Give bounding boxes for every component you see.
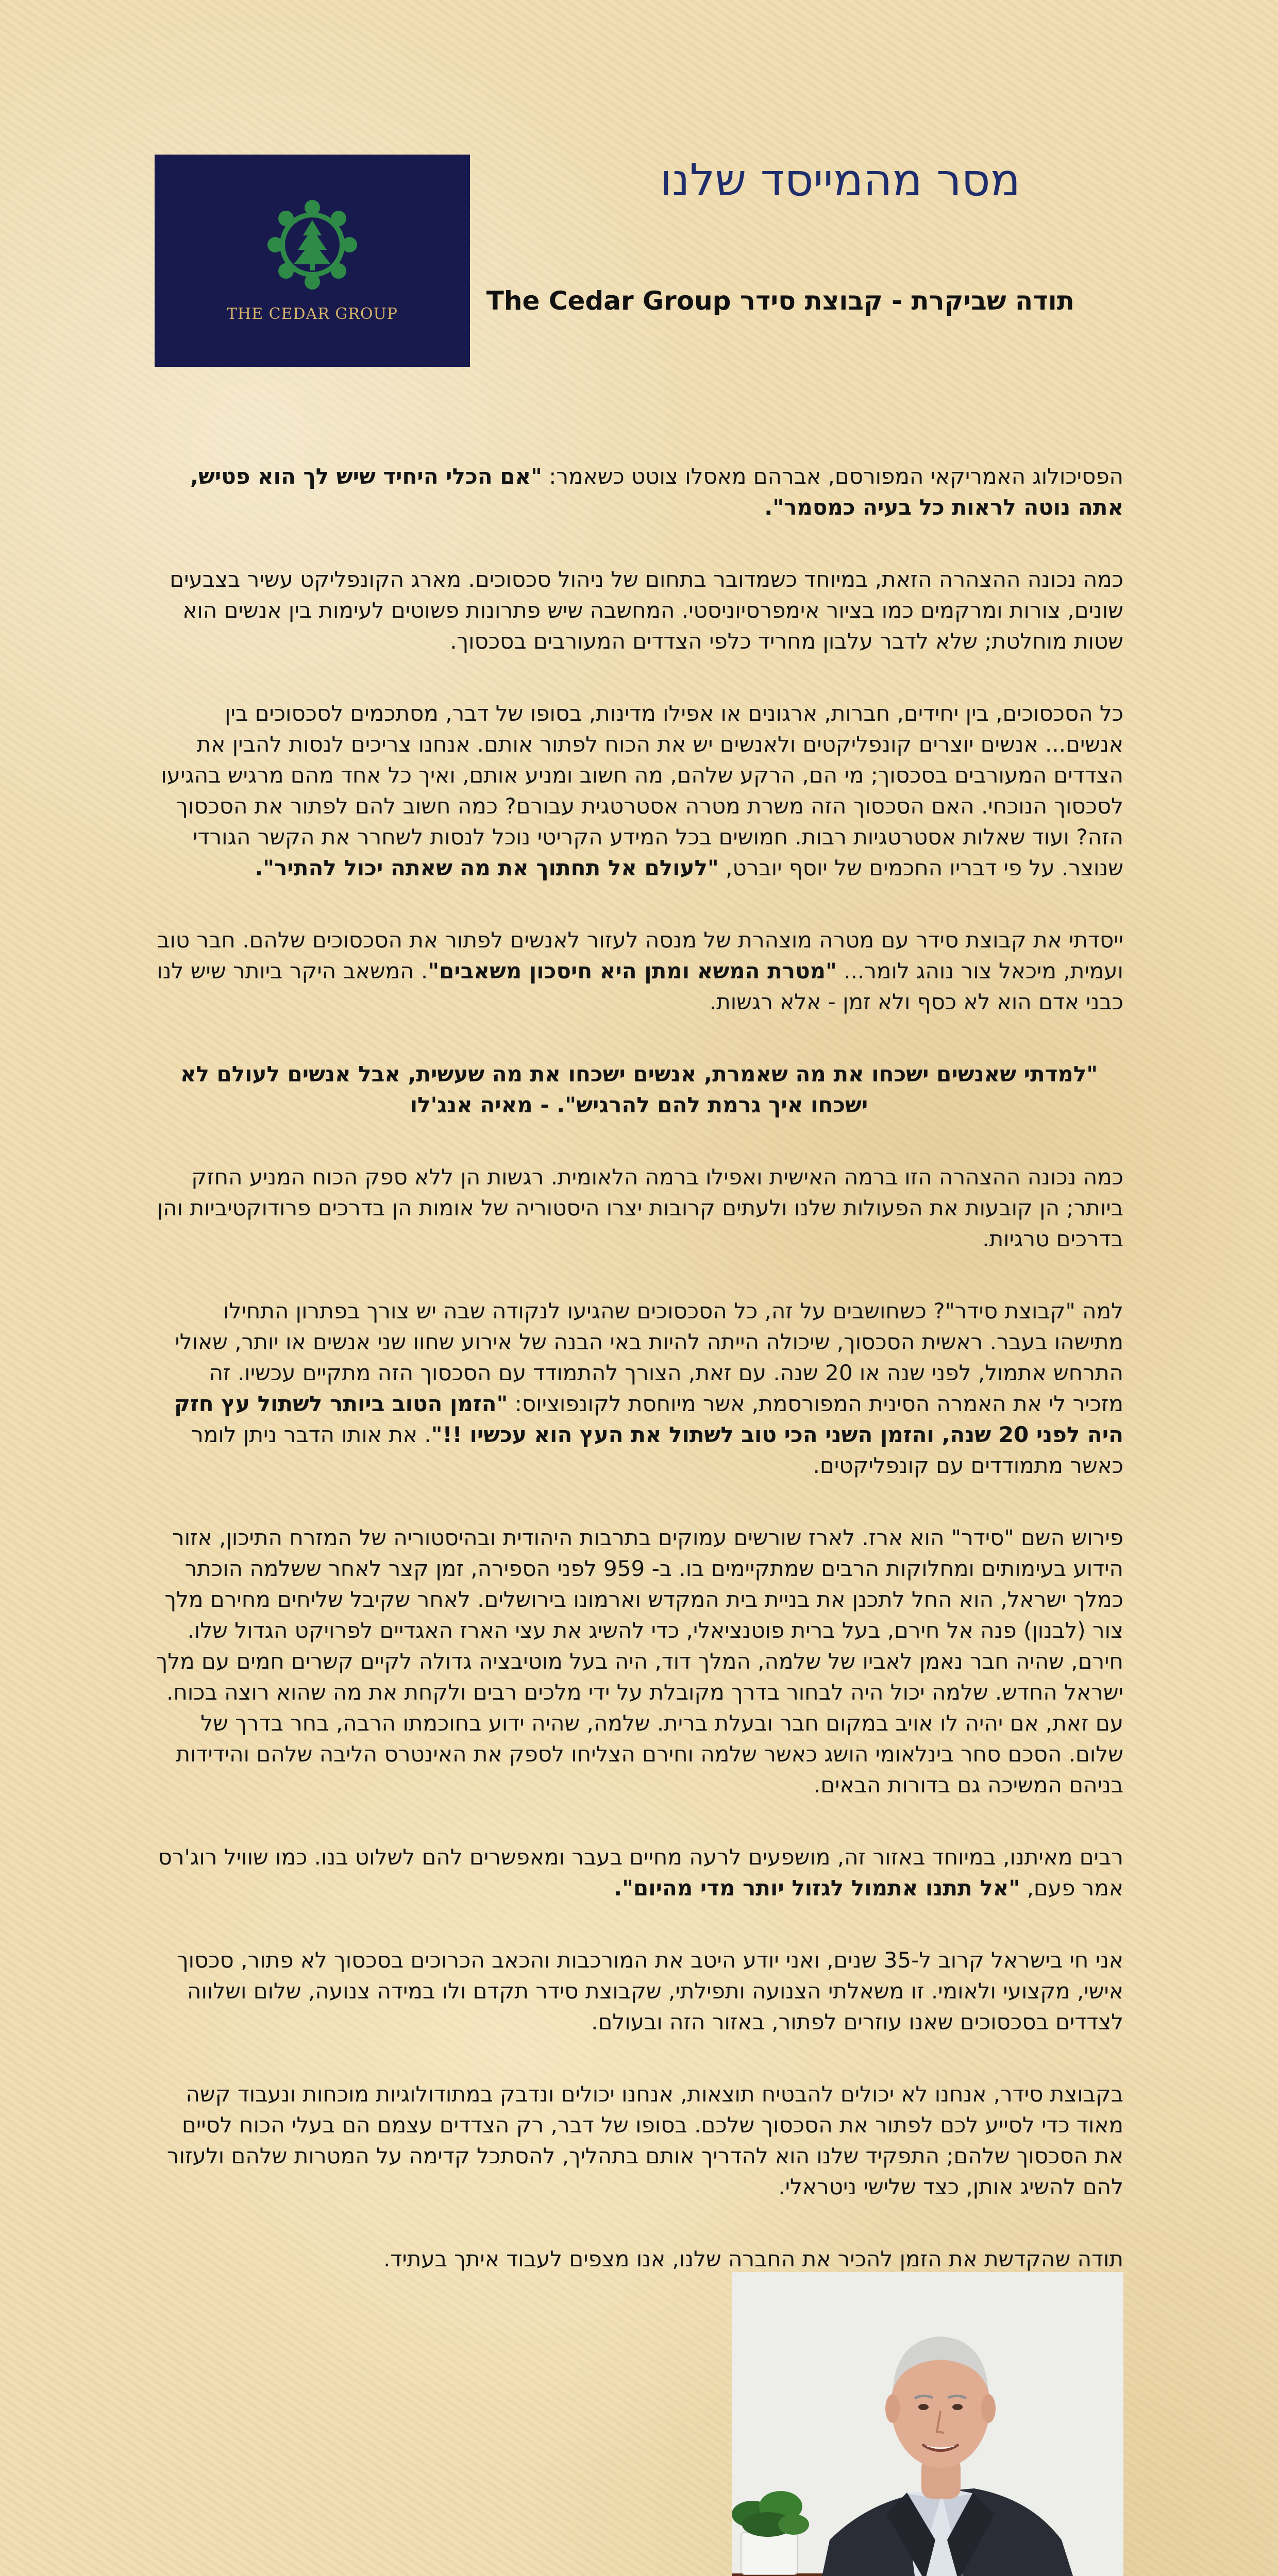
- paragraph-text: בקבוצת סידר, אנחנו לא יכולים להבטיח תוצאות, אנחנו יכולים ונדבק במתודולוגיות מוכחות ונעבוד קשה מאוד כדי לסייע לכם לפתור את הסכסוך שלכם. בסופו של דבר, רק הצדדים עצמם הם בעלי הכוח לסיים את הסכסוך שלהם; התפקיד שלנו הוא להדריך אותם בתהליך, להסתכל קדימה על המטרות שלהם ולעזור להם להשיג אותן, כצד שלישי ניטראלי.: [166, 2081, 1123, 2199]
- page-subtitle: תודה שביקרת - קבוצת סידר The Cedar Group: [486, 286, 1074, 316]
- paragraph-text: פירוש השם "סידר" הוא ארז. לארז שורשים עמוקים בתרבות היהודית ובהיסטוריה של המזרח התיכון, אזור הידוע בעימותים ומחלוקות הרבים שמתקיימים בו. ב- 959 לפני הספירה, זמן קצר לאחר ששלמה הוכתר כמלך ישראל, הוא החל לתכנן את בניית בית המקדש וארמונו בירושלים. לאחר שקיבל שליחים מחירם מלך צור (לבנון) פנה אל חירם, בעל ברית פוטנציאלי, כדי להשיג את עצי הארז האגדיים לפרויקט הגדול שלו. חירם, שהיה חבר נאמן לאביו של שלמה, המלך דוד, היה בעל מוטיבציה גדולה לקיים קשרים חמים עם מלך ישראל החדש. שלמה יכול היה לבחור בדרך מקובלת על ידי מלכים רבים ולקחת את מה שהוא רוצה בכוח. עם זאת, אם יהיה לו אויב במקום חבר ובעלת ברית. שלמה, שהיה ידוע בחוכמתו הרבה, בחר בדרך של שלום. הסכם סחר בינלאומי הושג כאשר שלמה וחירם הצליחו לספק את האינטרס הליבה שלהם והידידות בניהם המשיכה גם בדורות הבאים.: [156, 1525, 1123, 1798]
- cedar-emblem-icon: [155, 155, 470, 367]
- paragraph-text: כמה נכונה ההצהרה הזו ברמה האישית ואפילו ברמה הלאומית. רגשות הן ללא ספק הכוח המניע החזק ביותר; הן קובעות את הפעולות שלנו ולעתים קרובות יצרו היסטוריה של אומות הן בדרכים פרודוקטיביות והן בדרכים טרגיות.: [157, 1164, 1123, 1251]
- body-paragraph: [155, 564, 1123, 657]
- body-paragraph: [155, 461, 1123, 523]
- body-paragraph: [155, 1162, 1123, 1255]
- founder-photo: [732, 2272, 1123, 2576]
- paragraph-text: אני חי בישראל קרוב ל-35 שנים, ואני יודע היטב את המורכבות והכאב הכרוכים בסכסוך לא פתור, סכסוך אישי, מקצועי ולאומי. זו משאלתי הצנועה ותפילתי, שקבוצת סידר תקדם ולו במידה צנועה, שלום ושלווה לצדדים בסכסוכים שאנו עוזרים לפתור, באזור הזה ובעולם.: [177, 1947, 1123, 2035]
- body-paragraph: [155, 1522, 1123, 1801]
- emphasis-text: "אל תתנו אתמול לגזול יותר מדי מהיום".: [614, 1875, 1020, 1901]
- body-paragraph: [155, 698, 1123, 884]
- quote-paragraph: [155, 1059, 1123, 1121]
- paragraph-text: רבים מאיתנו, במיוחד באזור זה, מושפעים לרעה מחיים בעבר ומאפשרים להם לשלוט בנו. כמו שוויל רוג'רס אמר פעם,: [158, 1844, 1123, 1901]
- body-paragraph: [155, 1296, 1123, 1481]
- letter-body: [155, 461, 1123, 2316]
- paragraph-text: ייסדתי את קבוצת סידר עם מטרה מוצהרת של מנסה לעזור לאנשים לפתור את הסכסוכים שלהם. חבר טוב ועמית, מיכאל צור נוהג לומר...: [157, 927, 1123, 984]
- logo-text: THE CEDAR GROUP: [227, 305, 398, 323]
- body-paragraph: [155, 1945, 1123, 2038]
- body-paragraph: [155, 2244, 1123, 2275]
- paragraph-text: כמה נכונה ההצהרה הזאת, במיוחד כשמדובר בתחום של ניהול סכסוכים. מארג הקונפליקט עשיר בצבעים שונים, צורות ומרקמים כמו בציור אימפרסיוניסטי. המחשבה שיש פתרונות פשוטים לעימות בין אנשים הוא שטות מוחלטת; שלא לדבר עלבון מחריד כלפי הצדדים המעורבים בסכסוך.: [170, 567, 1123, 654]
- emphasis-text: "לעולם אל תחתוך את מה שאתה יכול להתיר".: [255, 855, 719, 880]
- body-paragraph: [155, 2079, 1123, 2202]
- emphasis-text: "למדתי שאנשים ישכחו את מה שאמרת, אנשים ישכחו את מה שעשית, אבל אנשים לעולם לא ישכחו איך גרמת להם להרגיש". - מאיה אנג'לו: [180, 1061, 1098, 1117]
- paragraph-text: למה "קבוצת סידר"? כשחושבים על זה, כל הסכסוכים שהגיעו לנקודה שבה יש צורך בפתרון התחילו מתישהו בעבר. ראשית הסכסוך, שיכולה הייתה להיות באי הבנה של אירוע שחוו שני אנשים או יותר, שאולי התרחש אתמול, לפני שנה או 20 שנה. עם זאת, הצורך להתמודד עם הסכסוך הזה מתקיים עכשיו. זה מזכיר לי את האמרה הסינית המפורסמת, אשר מיוחסת לקונפוציוס:: [175, 1298, 1123, 1416]
- body-paragraph: [155, 1842, 1123, 1904]
- cedar-group-logo: [155, 155, 470, 367]
- paragraph-text: כל הסכסוכים, בין יחידים, חברות, ארגונים או אפילו מדינות, בסופו של דבר, מסתכמים לסכסוכים בין אנשים... אנשים יוצרים קונפליקטים ולאנשים יש את הכוח לפתור אותם. אנחנו צריכים לנסות להבין את הצדדים המעורבים בסכסוך; מי הם, הרקע שלהם, מה חשוב ומניע אותם, ואיך כל אחד מהם מרגיש בהגיעו לסכסוך הנוכחי. האם הסכסוך הזה משרת מטרה אסטרטגית עבורם? כמה חשוב להם לפתור את הסכסוך הזה? ועוד שאלות אסטרטגיות רבות. חמושים בכל המידע הקריטי נוכל לנסות לשחרר את הקשר הגורדי שנוצר. על פי דבריו החכמים של יוסף יוברט,: [161, 701, 1123, 880]
- emphasis-text: "מטרת המשא ומתן היא חיסכון משאבים": [428, 958, 837, 984]
- page-title: מסר מהמייסד שלנו: [660, 155, 1020, 206]
- paragraph-text: תודה שהקדשת את הזמן להכיר את החברה שלנו, אנו מצפים לעבוד איתך בעתיד.: [383, 2246, 1123, 2272]
- body-paragraph: [155, 925, 1123, 1018]
- emphasis-text: "אם הכלי היחיד שיש לך הוא פטיש, אתה נוטה לראות כל בעיה כמסמר".: [190, 464, 1123, 520]
- emphasis-text: "הזמן הטוב ביותר לשתול עץ חזק היה לפני 20 שנה, והזמן השני הכי טוב לשתול את העץ הוא עכשיו !!": [174, 1391, 1123, 1447]
- paragraph-text: . המשאב היקר ביותר שיש לנו כבני אדם הוא לא כסף ולא זמן - אלא רגשות.: [157, 958, 1123, 1014]
- paragraph-text: . את אותו הדבר ניתן לומר כאשר מתמודדים עם קונפליקטים.: [191, 1422, 1123, 1478]
- paragraph-text: הפסיכולוג האמריקאי המפורסם, אברהם מאסלו צוטט כשאמר:: [542, 464, 1123, 489]
